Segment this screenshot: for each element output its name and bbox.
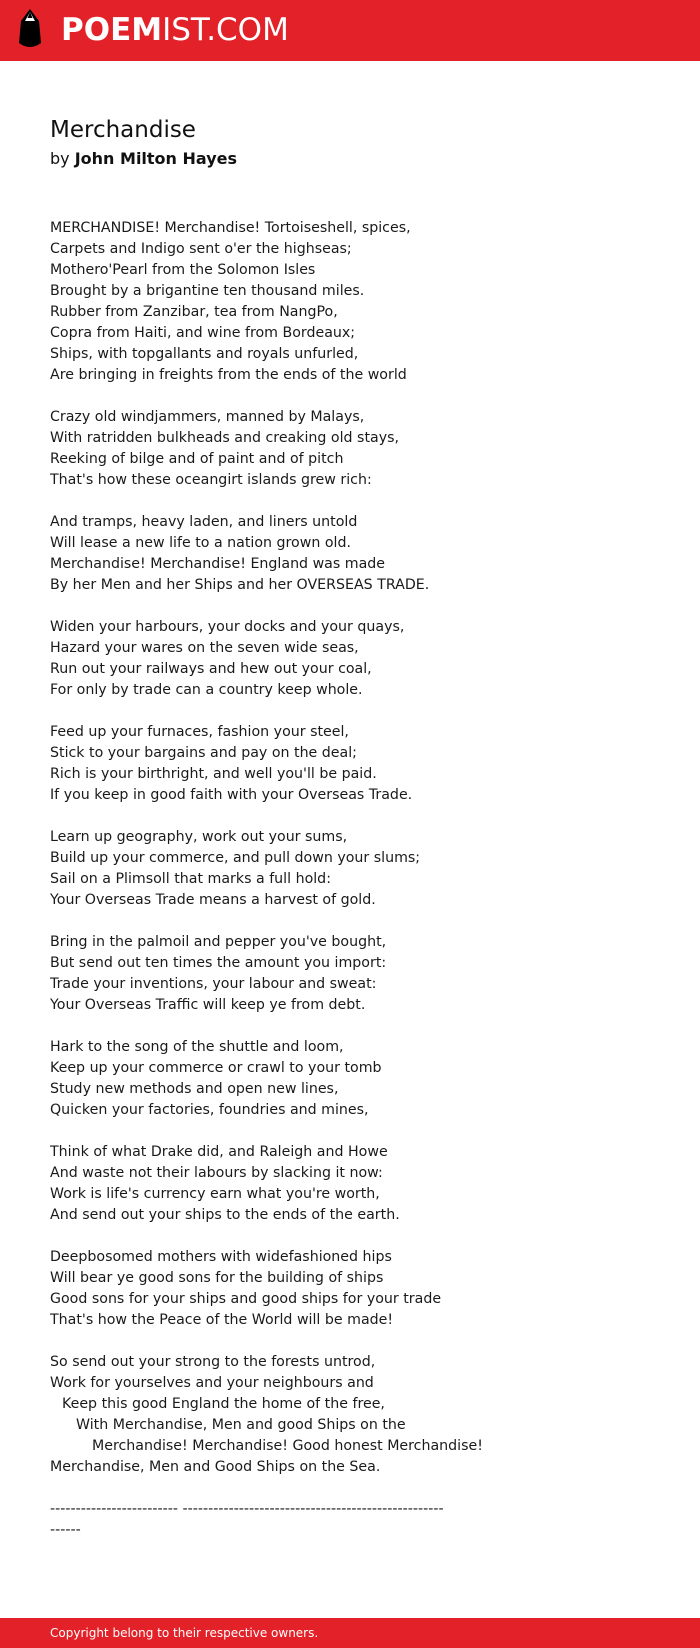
poem-line: And waste not their labours by slacking it now: [50, 1165, 383, 1181]
poem-line: Sail on a Plimsoll that marks a full hold: [50, 871, 331, 887]
stanza [50, 1247, 670, 1331]
site-logo-link[interactable] [61, 11, 289, 49]
poem-line: For only by trade can a country keep whole. [50, 682, 363, 698]
poem-line: Trade your inventions, your labour and sweat: [50, 976, 377, 992]
poem-line: Your Overseas Trade means a harvest of gold. [50, 892, 376, 908]
poem-line: Study new methods and open new lines, [50, 1081, 339, 1097]
poem-line: Merchandise! Merchandise! England was made [50, 556, 386, 572]
poem-line: If you keep in good faith with your Overseas Trade. [50, 787, 413, 803]
stanza [50, 407, 670, 491]
separator-line: ------ [50, 1522, 81, 1538]
poem-line: That's how these oceangirt islands grew rich: [50, 472, 372, 488]
poem-line: And tramps, heavy laden, and liners untold [50, 514, 358, 530]
stanza [50, 1037, 670, 1121]
poem-body [50, 218, 670, 1562]
poem-line: Work for yourselves and your neighbours and [50, 1375, 374, 1391]
poem-line: Stick to your bargains and pay on the deal; [50, 745, 357, 761]
poem-line: Crazy old windjammers, manned by Malays, [50, 409, 365, 425]
separator-line: ------------------------- --------------------------------------------------- [50, 1501, 444, 1517]
poem-line: Mothero'Pearl from the Solomon Isles [50, 262, 316, 278]
separator [50, 1499, 670, 1541]
poem-title: Merchandise [50, 117, 196, 143]
poem-line: Keep this good England the home of the free, [62, 1396, 385, 1412]
stanza [50, 827, 670, 911]
poem-line: Merchandise, Men and Good Ships on the Sea. [50, 1459, 381, 1475]
poem-line: With ratridden bulkheads and creaking old stays, [50, 430, 399, 446]
poem-line: Hazard your wares on the seven wide seas, [50, 640, 359, 656]
poem-line: Rich is your birthright, and well you'll be paid. [50, 766, 377, 782]
poem-line: Copra from Haiti, and wine from Bordeaux; [50, 325, 356, 341]
poem-line: Learn up geography, work out your sums, [50, 829, 348, 845]
poem-line: Your Overseas Traffic will keep ye from debt. [50, 997, 366, 1013]
poem-line: Will lease a new life to a nation grown old. [50, 535, 351, 551]
brand-bold: POEM [61, 12, 163, 48]
poem-line: Merchandise! Merchandise! Good honest Merchandise! [92, 1438, 483, 1454]
poem-line: Feed up your furnaces, fashion your steel, [50, 724, 349, 740]
pen-nib-icon[interactable] [17, 9, 43, 52]
poem-line: That's how the Peace of the World will be made! [50, 1312, 394, 1328]
site-footer [0, 1618, 700, 1648]
author-name: John Milton Hayes [74, 149, 238, 168]
poem-line: Run out your railways and hew out your coal, [50, 661, 372, 677]
copyright-text: Copyright belong to their respective owners. [50, 1626, 319, 1640]
stanza [50, 218, 670, 386]
poem-line: So send out your strong to the forests untrod, [50, 1354, 376, 1370]
poem-line: Rubber from Zanzibar, tea from NangPo, [50, 304, 338, 320]
stanza [50, 1142, 670, 1226]
poem-line: And send out your ships to the ends of the earth. [50, 1207, 400, 1223]
poem-line: Are bringing in freights from the ends of the world [50, 367, 407, 383]
poem-byline [50, 147, 237, 171]
poem-line: Widen your harbours, your docks and your quays, [50, 619, 405, 635]
poem-line: Deepbosomed mothers with widefashioned hips [50, 1249, 392, 1265]
poem-line: Brought by a brigantine ten thousand miles. [50, 283, 365, 299]
poem-line: MERCHANDISE! Merchandise! Tortoiseshell, spices, [50, 220, 411, 236]
site-header [0, 0, 700, 61]
poem-line: Work is life's currency earn what you're worth, [50, 1186, 380, 1202]
poem-line: Quicken your factories, foundries and mines, [50, 1102, 369, 1118]
stanza [50, 1352, 670, 1478]
stanza [50, 617, 670, 701]
poem-line: Bring in the palmoil and pepper you've bought, [50, 934, 387, 950]
poem-line: Hark to the song of the shuttle and loom, [50, 1039, 344, 1055]
poem-line: Ships, with topgallants and royals unfurled, [50, 346, 359, 362]
stanza [50, 722, 670, 806]
stanza [50, 512, 670, 596]
brand-light: IST.COM [162, 12, 289, 48]
poem-line: Will bear ye good sons for the building of ships [50, 1270, 384, 1286]
poem-line: Think of what Drake did, and Raleigh and Howe [50, 1144, 388, 1160]
stanza [50, 932, 670, 1016]
poem-line: With Merchandise, Men and good Ships on the [76, 1417, 406, 1433]
poem-line: Keep up your commerce or crawl to your tomb [50, 1060, 382, 1076]
poem-line: By her Men and her Ships and her OVERSEAS TRADE. [50, 577, 430, 593]
poem-line: But send out ten times the amount you import: [50, 955, 387, 971]
poem-line: Reeking of bilge and of paint and of pitch [50, 451, 344, 467]
poem-line: Build up your commerce, and pull down your slums; [50, 850, 421, 866]
byline-prefix: by [50, 149, 70, 168]
poem-line: Good sons for your ships and good ships for your trade [50, 1291, 442, 1307]
poem-line: Carpets and Indigo sent o'er the highseas; [50, 241, 352, 257]
